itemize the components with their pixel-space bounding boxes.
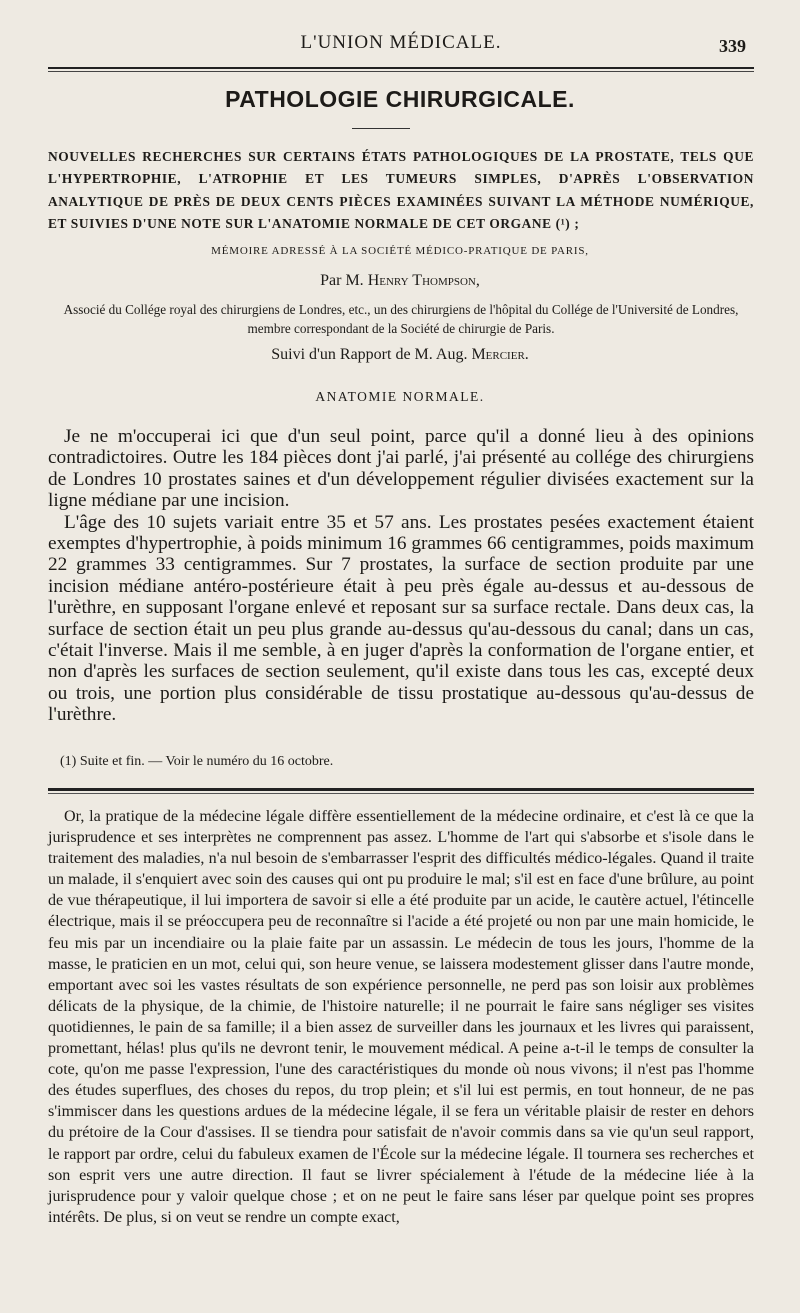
section-title: PATHOLOGIE CHIRURGICALE. <box>225 86 575 112</box>
header-rule-thin <box>48 71 754 72</box>
journal-title: L'UNION MÉDICALE. <box>300 32 502 53</box>
footnote: (1) Suite et fin. — Voir le numéro du 16 octobre. <box>60 754 334 769</box>
author-line <box>0 272 800 290</box>
author-prefix: Par M. <box>320 272 368 289</box>
paragraph: L'âge des 10 sujets variait entre 35 et 57 ans. Les prostates pesées exactement étaient exemptes d'hypertrophie, à poids minimum 16 grammes 66 centigrammes, poids maximum 22 grammes 33 centigrammes. Sur 7 prostates, la surface de section produite par une incision médiane antéro-postérieure était à peu près égale au-dessus et au-dessous de l'urèthre, en supposant l'organe enlevé et reposant sur sa surface rectale. Dans deux cas, la surface de section était un peu plus grande au-dessus qu'au-dessous du canal; dans un cas, c'était l'inverse. Mais il me semble, à en juger d'après la conformation de l'organe entier, et non d'après les surfaces de section seulement, qu'il existe dans tous les cas, excepté deux ou trois, une portion plus considérable de tissu prostatique au-dessous qu'au-dessus de l'urèthre. <box>48 511 754 726</box>
header-rule <box>48 67 754 69</box>
title-divider <box>352 128 410 129</box>
article-title: NOUVELLES RECHERCHES SUR CERTAINS ÉTATS PATHOLOGIQUES DE LA PROSTATE, TELS QUE L'HYPERTROPHIE, L'ATROPHIE ET LES TUMEURS SIMPLES, D'APRÈS L'OBSERVATION ANALYTIQUE DE PRÈS DE DEUX CENTS PIÈCES EXAMINÉES SUIVANT LA MÉTHODE NUMÉRIQUE, ET SUIVIES D'UNE NOTE SUR L'ANATOMIE NORMALE DE CET ORGANE (¹) ; <box>48 149 754 231</box>
feuilleton-separator <box>48 788 754 791</box>
rapport-line <box>0 346 800 364</box>
rapport-prefix: Suivi d'un Rapport de M. Aug. <box>271 346 472 363</box>
page-number: 339 <box>719 36 746 56</box>
running-head <box>48 30 754 60</box>
feuilleton-text <box>48 806 754 1228</box>
subheading: ANATOMIE NORMALE. <box>315 389 485 404</box>
author-affiliation: Associé du Collége royal des chirurgiens de Londres, etc., un des chirurgiens de l'hôpital du Collége de l'Université de Londres, membre correspondant de la Société de chirurgie de Paris. <box>63 302 739 336</box>
article-body <box>48 426 754 726</box>
rapport-author: Mercier. <box>471 346 529 363</box>
paragraph: Or, la pratique de la médecine légale diffère essentiellement de la médecine ordinaire, et c'est là ce que la jurisprudence et ses interprètes ne comprennent pas assez. L'homme de l'art qui s'absorbe et s'isole dans le traitement des maladies, n'a nul besoin de s'embarrasser l'esprit des difficultés médico-légales. Quand il traite un malade, il s'enquiert avec soin des causes qui ont pu produire le mal; s'il est en face d'une brûlure, au point de vue thérapeutique, il lui importera de savoir si elle a été produite par un acide, le cautère actuel, l'étincelle électrique, mais il se préoccupera peu de reconnaître si l'acide a été projeté ou non par une main homicide, le feu mis par un incendiaire ou la plaie faite par un assassin. Le médecin de tous les jours, l'homme de la masse, le praticien en un mot, celui qui, son heure venue, se laissera modestement glisser dans l'autre monde, emportant avec soi les vastes résultats de son expérience personnelle, ne perd pas son loisir aux problèmes délicats de la physique, de la chimie, de l'histoire naturelle; il ne pourrait le faire sans négliger ses visites quotidiennes, le pain de sa famille; il a bien assez de surveiller dans les journaux et les livres qui paraissent, promettant, hélas! plus qu'ils ne devront tenir, le mouvement médical. A peine a-t-il le temps de consulter la cote, qu'on me passe l'expression, l'une des caractéristiques du monde où nous vivons; il n'est pas l'homme des études superflues, des choses du repos, du trop plein; et s'il lui est permis, en tout honneur, de ne pas s'immiscer dans les questions ardues de la médecine légale, il se fera un véritable plaisir de rester en dehors du prétoire de la Cour d'assises. Il se tiendra pour satisfait de n'avoir commis dans sa vie qu'un seul rapport, le rapport par ordre, celui du fabuleux examen de l'École sur la médecine légale. Il tournera ses recherches et son esprit vers une autre direction. Il faut se livrer spécialement à l'étude de la médecine liée à la jurisprudence pour y valoir quelque chose ; et on ne peut le faire sans léser par quelque point ses propres intérêts. De plus, si on veut se rendre un compte exact, <box>48 808 754 1226</box>
feuilleton-separator-thin <box>48 793 754 794</box>
paragraph: Je ne m'occuperai ici que d'un seul point, parce qu'il a donné lieu à des opinions contradictoires. Outre les 184 pièces dont j'ai parlé, j'ai présenté au collége des chirurgiens de Londres 10 prostates saines et d'un développement régulier divisées exactement sur la ligne médiane par une incision. <box>48 426 754 512</box>
author-name: Henry Thompson, <box>367 272 480 289</box>
memoire-line: MÉMOIRE ADRESSÉ À LA SOCIÉTÉ MÉDICO-PRATIQUE DE PARIS, <box>211 245 589 257</box>
